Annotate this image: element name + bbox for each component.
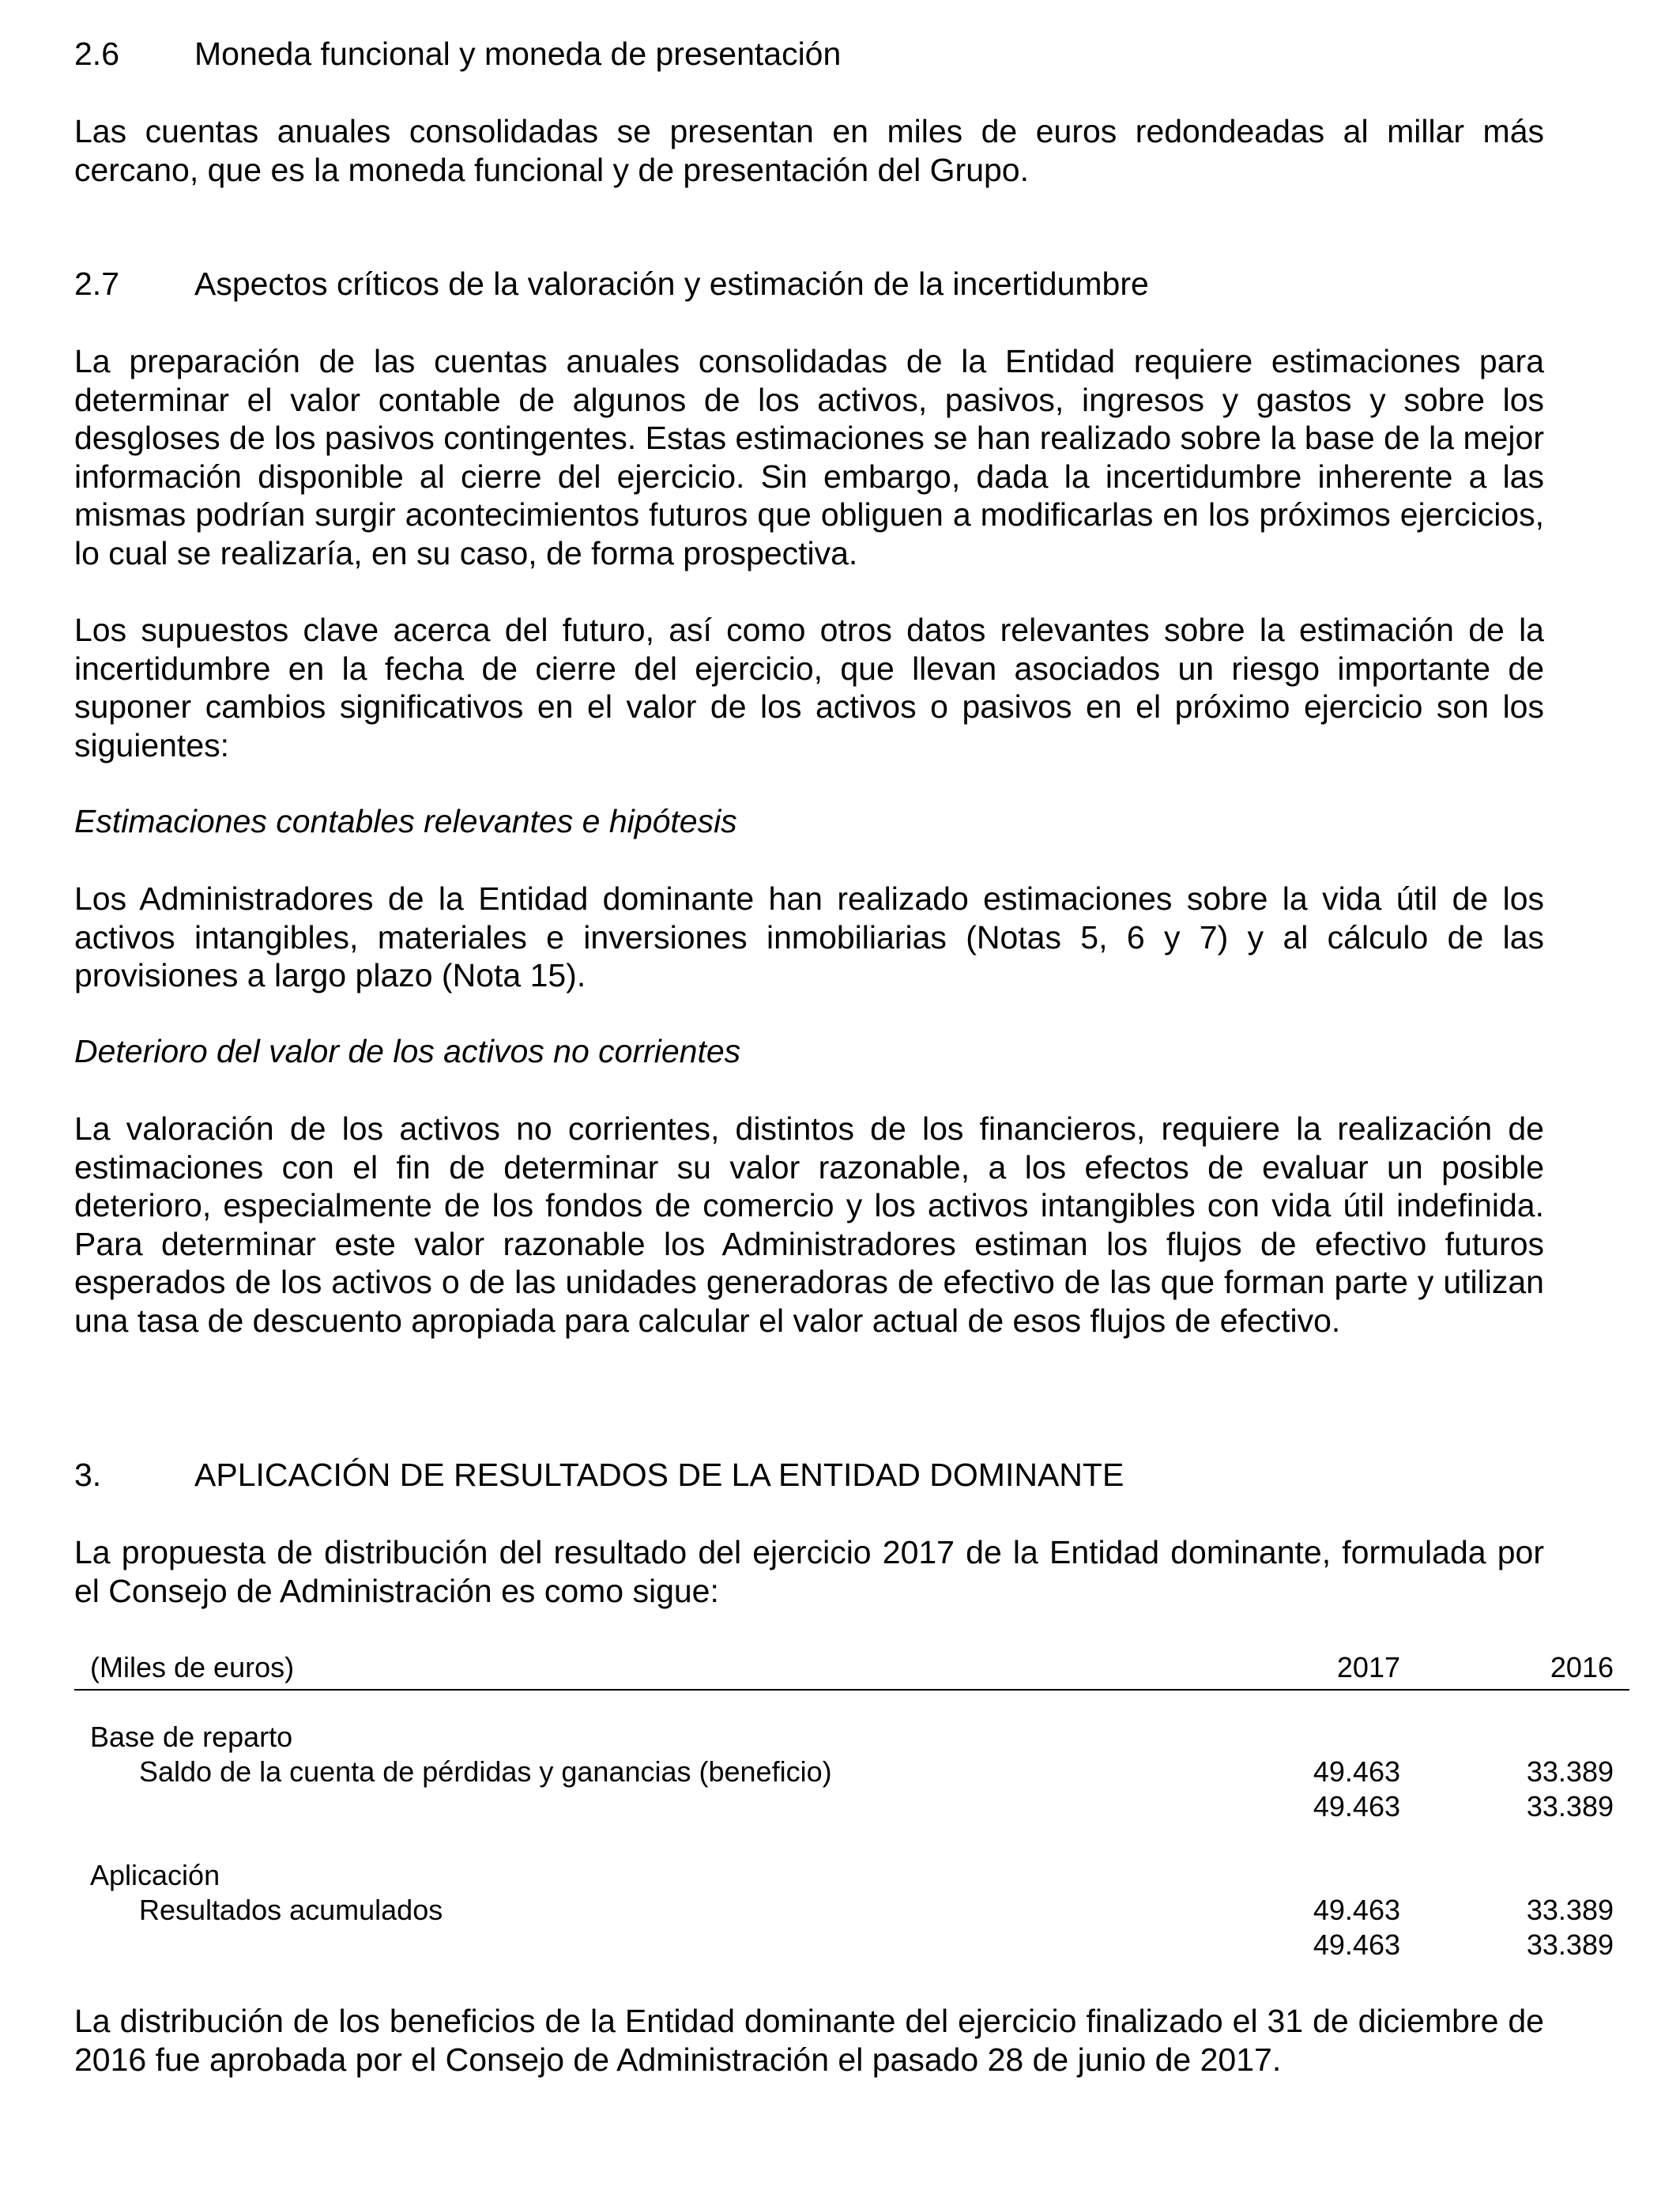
section-3-number: 3. xyxy=(74,1457,102,1493)
section-3-intro: La propuesta de distribución del resultado del ejercicio 2017 de la Entidad dominante, formulada por el Consejo de Administración es como sigue: xyxy=(74,1534,1544,1609)
subsection-deterioro-title: Deterioro del valor de los activos no corrientes xyxy=(74,1033,741,1069)
table-header-2017: 2017 xyxy=(1336,1651,1400,1683)
table-app-row-2016: 33.389 xyxy=(1526,1894,1614,1926)
table-base-row-2017: 49.463 xyxy=(1313,1755,1400,1788)
table-base-total-2016: 33.389 xyxy=(1526,1790,1614,1823)
section-3-closing: La distribución de los beneficios de la Entidad dominante del ejercicio finalizado el 31 de diciembre de 2016 fue aprobada por el Consejo de Administración el pasado 28 de junio de 2017. xyxy=(74,2003,1544,2078)
section-2-6-title: Moneda funcional y moneda de presentación xyxy=(194,36,842,72)
table-base-total-2017: 49.463 xyxy=(1313,1790,1400,1823)
table-header-rule xyxy=(74,1689,1629,1691)
section-3-title: APLICACIÓN DE RESULTADOS DE LA ENTIDAD DOMINANTE xyxy=(194,1457,1124,1493)
table-unit-label: (Miles de euros) xyxy=(90,1651,295,1683)
table-app-heading: Aplicación xyxy=(90,1859,220,1891)
section-2-6-number: 2.6 xyxy=(74,36,119,72)
table-base-row-label: Saldo de la cuenta de pérdidas y ganancias (beneficio) xyxy=(139,1755,832,1788)
table-base-row-2016: 33.389 xyxy=(1526,1755,1614,1788)
subsection-deterioro-paragraph: La valoración de los activos no corrientes, distintos de los financieros, requiere la realización de estimaciones con el fin de determinar su valor razonable, a los efectos de evaluar un posible deterioro, especialmente de los fondos de comercio y los activos intangibles con vida útil indefinida. Para determinar este valor razonable los Administradores estiman los flujos de efectivo futuros esperados de los activos o de las unidades generadoras de efectivo de las que forman parte y utilizan una tasa de descuento apropiada para calcular el valor actual de esos flujos de efectivo. xyxy=(74,1110,1544,1339)
table-header-2016: 2016 xyxy=(1550,1651,1614,1683)
table-app-total-2016: 33.389 xyxy=(1526,1928,1614,1961)
section-2-7-title: Aspectos críticos de la valoración y estimación de la incertidumbre xyxy=(194,266,1149,302)
table-app-row-2017: 49.463 xyxy=(1313,1894,1400,1926)
section-2-6-paragraph: Las cuentas anuales consolidadas se presentan en miles de euros redondeadas al millar más cercano, que es la moneda funcional y de presentación del Grupo. xyxy=(74,113,1544,188)
table-app-total-2017: 49.463 xyxy=(1313,1928,1400,1961)
table-base-heading: Base de reparto xyxy=(90,1721,293,1753)
section-2-7-paragraph-2: Los supuestos clave acerca del futuro, así como otros datos relevantes sobre la estimación de la incertidumbre en la fecha de cierre del ejercicio, que llevan asociados un riesgo importante de suponer cambios significativos en el valor de los activos o pasivos en el próximo ejercicio son los siguientes: xyxy=(74,612,1544,763)
table-app-row-label: Resultados acumulados xyxy=(139,1894,443,1926)
subsection-estimaciones-paragraph: Los Administradores de la Entidad dominante han realizado estimaciones sobre la vida útil de los activos intangibles, materiales e inversiones inmobiliarias (Notas 5, 6 y 7) y al cálculo de las provisiones a largo plazo (Nota 15). xyxy=(74,880,1544,993)
subsection-estimaciones-title: Estimaciones contables relevantes e hipótesis xyxy=(74,803,737,839)
section-2-7-paragraph-1: La preparación de las cuentas anuales consolidadas de la Entidad requiere estimaciones para determinar el valor contable de algunos de los activos, pasivos, ingresos y gastos y sobre los desgloses de los pasivos contingentes. Estas estimaciones se han realizado sobre la base de la mejor información disponible al cierre del ejercicio. Sin embargo, dada la incertidumbre inherente a las mismas podrían surgir acontecimientos futuros que obliguen a modificarlas en los próximos ejercicios, lo cual se realizaría, en su caso, de forma prospectiva. xyxy=(74,343,1544,571)
section-2-7-number: 2.7 xyxy=(74,266,119,302)
